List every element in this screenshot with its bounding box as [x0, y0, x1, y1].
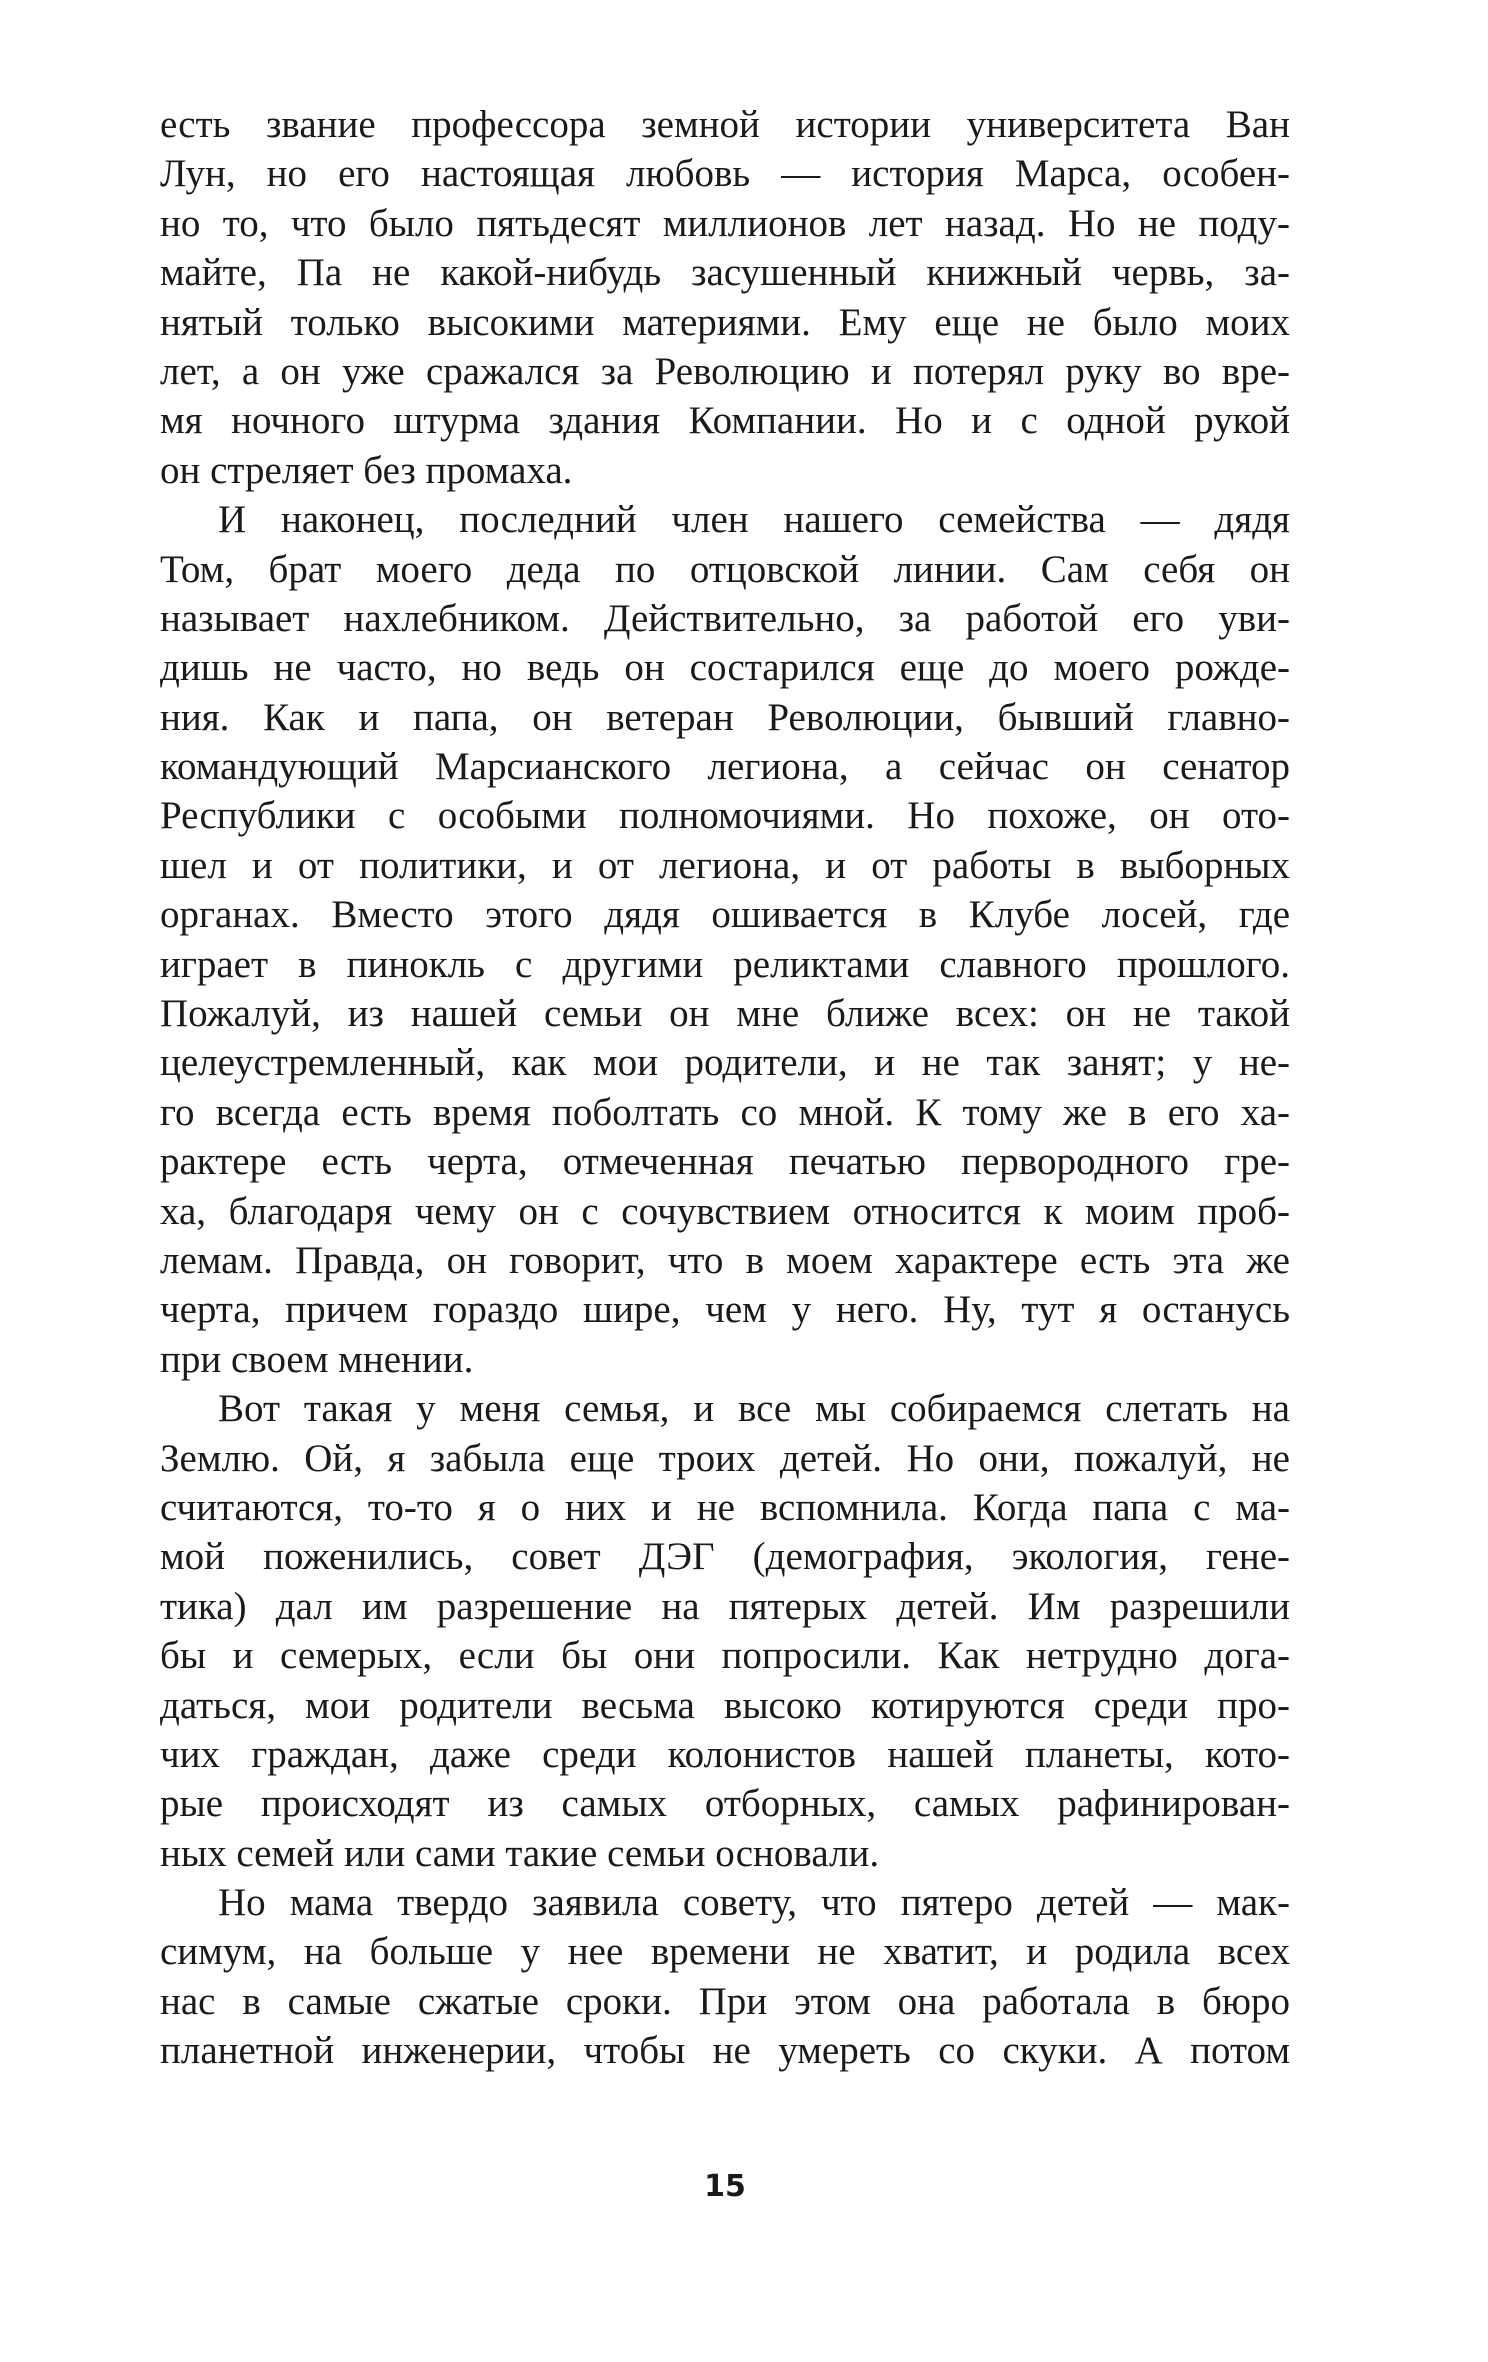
text-line: шел и от политики, и от легиона, и от работы в выборных [160, 843, 1290, 887]
text-line: лемам. Правда, он говорит, что в моем характере есть эта же [160, 1238, 1290, 1282]
text-line: мя ночного штурма здания Компании. Но и с одной рукой [160, 399, 1290, 443]
text-line: планетной инженерии, чтобы не умереть со скуки. А потом [160, 2029, 1290, 2073]
text-line: Республики с особыми полномочиями. Но похоже, он ото- [160, 794, 1290, 838]
text-line: рактере есть черта, отмеченная печатью первородного гре- [160, 1140, 1290, 1184]
text-line: называет нахлебником. Действительно, за работой его уви- [160, 596, 1290, 640]
text-line: тика) дал им разрешение на пятерых детей. Им разрешили [160, 1584, 1290, 1628]
text-line: считаются, то-то я о них и не вспомнила. Когда папа с ма- [160, 1485, 1290, 1529]
text-line: Лун, но его настоящая любовь — история Марса, особен- [160, 152, 1290, 196]
text-line: Землю. Ой, я забыла еще троих детей. Но они, пожалуй, не [160, 1436, 1290, 1480]
text-line: майте, Па не какой-нибудь засушенный книжный червь, за- [160, 251, 1290, 295]
text-line: нятый только высокими материями. Ему еще не было моих [160, 300, 1290, 344]
text-line: лет, а он уже сражался за Революцию и потерял руку во вре- [160, 349, 1290, 393]
text-line: го всегда есть время поболтать со мной. К тому же в его ха- [160, 1090, 1290, 1134]
text-line: Но мама твердо заявила совету, что пятеро детей — мак- [218, 1881, 1290, 1925]
text-line: нас в самые сжатые сроки. При этом она работала в бюро [160, 1979, 1290, 2023]
text-line: Пожалуй, из нашей семьи он мне ближе всех: он не такой [160, 992, 1290, 1036]
paragraph [160, 1878, 1290, 2076]
text-line: но то, что было пятьдесят миллионов лет назад. Но не поду- [160, 201, 1290, 245]
book-page [160, 100, 1290, 2300]
text-line: играет в пинокль с другими реликтами славного прошлого. [160, 942, 1290, 986]
paragraph [160, 495, 1290, 1384]
text-line: Том, брат моего деда по отцовской линии. Сам себя он [160, 547, 1290, 591]
text-line: даться, мои родители весьма высоко котируются среди про- [160, 1683, 1290, 1727]
text-line: органах. Вместо этого дядя ошивается в Клубе лосей, где [160, 893, 1290, 937]
paragraph [160, 100, 1290, 495]
text-line: при своем мнении. [160, 1337, 474, 1381]
text-line: рые происходят из самых отборных, самых рафинирован- [160, 1782, 1290, 1826]
text-line: ния. Как и папа, он ветеран Революции, бывший главно- [160, 695, 1290, 739]
paragraph [160, 1384, 1290, 1878]
text-line: мой поженились, совет ДЭГ (демография, экология, гене- [160, 1535, 1290, 1579]
text-line: бы и семерых, если бы они попросили. Как нетрудно дога- [160, 1634, 1290, 1678]
text-body [160, 100, 1290, 2076]
text-line: черта, причем гораздо шире, чем у него. Ну, тут я останусь [160, 1288, 1290, 1332]
text-line: Вот такая у меня семья, и все мы собираемся слетать на [218, 1387, 1290, 1431]
text-line: ных семей или сами такие семьи основали. [160, 1831, 880, 1875]
page-number: 15 [704, 2169, 746, 2204]
text-line: чих граждан, даже среди колонистов нашей планеты, кото- [160, 1732, 1290, 1776]
text-line: симум, на больше у нее времени не хватит, и родила всех [160, 1930, 1290, 1974]
text-line: И наконец, последний член нашего семейства — дядя [218, 498, 1290, 542]
text-line: целеустремленный, как мои родители, и не так занят; у не- [160, 1041, 1290, 1085]
text-line: ха, благодаря чему он с сочувствием относится к моим проб- [160, 1189, 1290, 1233]
text-line: командующий Марсианского легиона, а сейчас он сенатор [160, 745, 1290, 789]
text-line: дишь не часто, но ведь он состарился еще до моего рожде- [160, 646, 1290, 690]
text-line: есть звание профессора земной истории университета Ван [160, 103, 1290, 146]
text-line: он стреляет без промаха. [160, 448, 573, 492]
